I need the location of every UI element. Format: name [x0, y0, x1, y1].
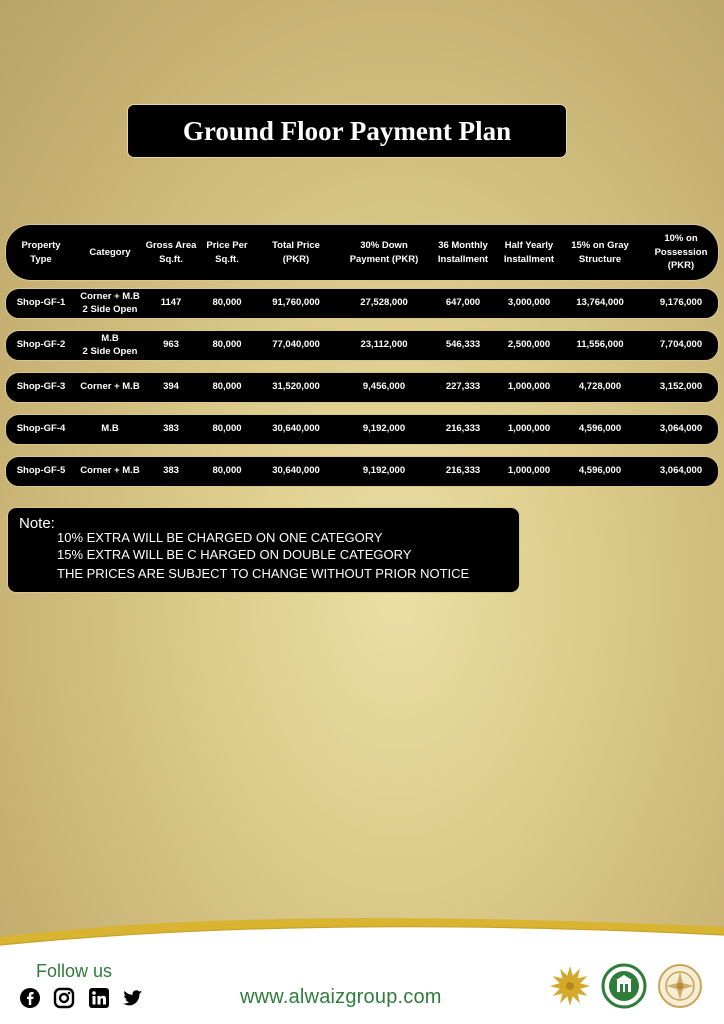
cell-total-price: 91,760,000 — [272, 297, 320, 309]
cell-price-per-sqft: 80,000 — [212, 423, 242, 435]
header-text: (PKR) — [667, 260, 695, 272]
header-text: Category — [89, 246, 131, 258]
header-gray-structure — [564, 225, 636, 280]
ornamental-logo — [657, 963, 703, 1009]
cell-possession: 3,064,000 — [659, 465, 703, 477]
page-title — [127, 104, 567, 158]
cell-possession: 9,176,000 — [659, 297, 703, 309]
header-text: Gross Area — [145, 239, 197, 251]
header-text: Sq.ft. — [215, 253, 239, 265]
cell-down-payment: 9,192,000 — [362, 465, 406, 477]
cell-gross-area: 963 — [163, 339, 179, 351]
cell-total-price: 30,640,000 — [272, 423, 320, 435]
cell-monthly-installment: 216,333 — [445, 423, 481, 435]
cell-monthly-installment: 227,333 — [445, 381, 481, 393]
category-text: M.B — [101, 332, 119, 344]
cell-monthly-installment: 546,333 — [445, 339, 481, 351]
header-possession — [646, 225, 716, 280]
header-text: 10% on — [664, 232, 698, 244]
cell-gray-structure: 4,596,000 — [578, 423, 622, 435]
cell-gross-area: 394 — [163, 381, 179, 393]
header-gross-area — [142, 225, 200, 280]
cell-property-type: Shop-GF-3 — [16, 381, 66, 393]
header-text: Structure — [578, 253, 622, 265]
website-link[interactable]: www.alwaizgroup.com — [240, 986, 442, 1008]
cell-gray-structure: 11,556,000 — [576, 339, 624, 351]
note-line: THE PRICES ARE SUBJECT TO CHANGE WITHOUT PRIOR NOTICE — [57, 566, 470, 581]
cell-down-payment: 9,192,000 — [362, 423, 406, 435]
category-text: M.B — [101, 423, 119, 435]
sunburst-logo — [547, 963, 593, 1009]
cell-half-yearly: 2,500,000 — [507, 339, 551, 351]
cell-category — [74, 373, 146, 402]
header-down-payment — [344, 225, 424, 280]
cell-price-per-sqft: 80,000 — [212, 339, 242, 351]
cell-category — [74, 415, 146, 444]
cell-down-payment: 27,528,000 — [360, 297, 408, 309]
cell-possession: 3,152,000 — [659, 381, 703, 393]
cell-down-payment: 9,456,000 — [362, 381, 406, 393]
facebook-icon[interactable] — [19, 987, 41, 1009]
cell-possession: 3,064,000 — [659, 423, 703, 435]
note-box — [7, 507, 520, 593]
cell-property-type: Shop-GF-5 — [16, 465, 66, 477]
cell-gross-area: 383 — [163, 423, 179, 435]
note-label: Note: — [19, 515, 55, 532]
header-text: 15% on Gray — [571, 239, 629, 251]
header-text: 30% Down — [360, 239, 408, 251]
cell-half-yearly: 1,000,000 — [507, 423, 551, 435]
category-text: 2 Side Open — [82, 345, 138, 357]
header-text: (PKR) — [282, 253, 310, 265]
cell-possession: 7,704,000 — [659, 339, 703, 351]
table-row — [5, 414, 719, 445]
header-category — [74, 225, 146, 280]
cell-half-yearly: 1,000,000 — [507, 381, 551, 393]
table-row — [5, 330, 719, 361]
header-half-yearly — [500, 225, 558, 280]
table-row — [5, 288, 719, 319]
table-header — [5, 224, 719, 281]
al-waiz-group-logo — [601, 963, 647, 1009]
header-text: Installment — [437, 253, 489, 265]
cell-price-per-sqft: 80,000 — [212, 381, 242, 393]
cell-gray-structure: 4,596,000 — [578, 465, 622, 477]
table-row — [5, 372, 719, 403]
cell-property-type: Shop-GF-4 — [16, 423, 66, 435]
cell-total-price: 77,040,000 — [272, 339, 320, 351]
twitter-icon[interactable] — [122, 987, 144, 1009]
linkedin-icon[interactable] — [88, 987, 110, 1009]
page-title-text: Ground Floor Payment Plan — [182, 115, 512, 146]
header-text: Price Per — [206, 239, 248, 251]
cell-gross-area: 383 — [163, 465, 179, 477]
header-text: Possession — [654, 246, 708, 258]
cell-gray-structure: 4,728,000 — [578, 381, 622, 393]
header-text: Half Yearly — [504, 239, 554, 251]
header-price-per-sqft — [200, 225, 254, 280]
category-text: Corner + M.B — [80, 465, 140, 477]
note-line: 10% EXTRA WILL BE CHARGED ON ONE CATEGORY — [57, 530, 383, 545]
follow-us-label: Follow us — [36, 961, 113, 981]
cell-property-type: Shop-GF-2 — [16, 339, 66, 351]
cell-monthly-installment: 216,333 — [445, 465, 481, 477]
header-text: Sq.ft. — [159, 253, 183, 265]
category-text: Corner + M.B — [80, 381, 140, 393]
category-text: 2 Side Open — [82, 303, 138, 315]
header-text: Total Price — [272, 239, 320, 251]
cell-half-yearly: 3,000,000 — [507, 297, 551, 309]
cell-monthly-installment: 647,000 — [445, 297, 481, 309]
table-row — [5, 456, 719, 487]
header-text: Payment (PKR) — [349, 253, 419, 265]
cell-gross-area: 1147 — [160, 297, 182, 309]
cell-price-per-sqft: 80,000 — [212, 297, 242, 309]
cell-category — [74, 331, 146, 360]
cell-total-price: 31,520,000 — [272, 381, 320, 393]
cell-gray-structure: 13,764,000 — [576, 297, 624, 309]
cell-down-payment: 23,112,000 — [360, 339, 408, 351]
cell-property-type: Shop-GF-1 — [16, 297, 66, 309]
category-text: Corner + M.B — [80, 290, 140, 302]
header-text: Property — [21, 239, 61, 251]
header-text: Installment — [503, 253, 555, 265]
cell-category — [74, 289, 146, 318]
note-line: 15% EXTRA WILL BE C HARGED ON DOUBLE CATEGORY — [57, 547, 412, 562]
header-total-price — [260, 225, 332, 280]
header-text: Type — [30, 253, 52, 265]
instagram-icon[interactable] — [53, 987, 75, 1009]
cell-price-per-sqft: 80,000 — [212, 465, 242, 477]
cell-total-price: 30,640,000 — [272, 465, 320, 477]
cell-half-yearly: 1,000,000 — [507, 465, 551, 477]
header-monthly-installment — [432, 225, 494, 280]
cell-category — [74, 457, 146, 486]
header-property-type — [8, 225, 74, 280]
header-text: 36 Monthly — [438, 239, 488, 251]
